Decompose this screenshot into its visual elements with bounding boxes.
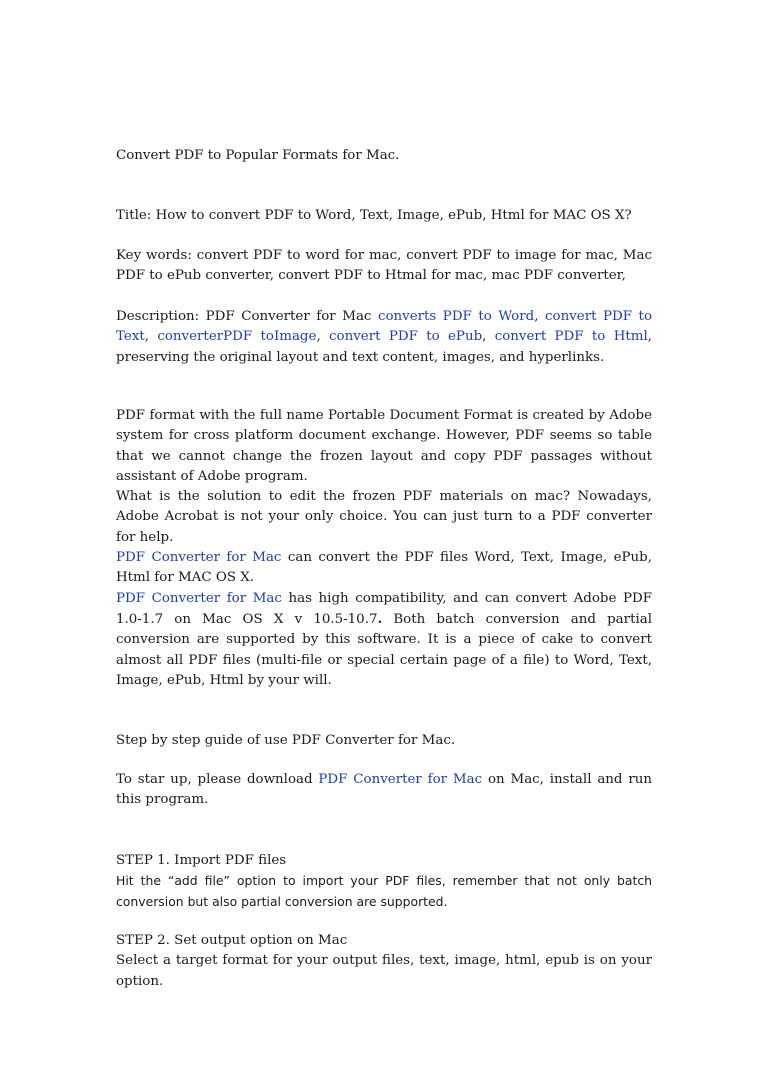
guide-heading: Step by step guide of use PDF Converter for Mac. [116, 733, 456, 748]
keywords-paragraph: Key words: convert PDF to word for mac, convert PDF to image for mac, Mac PDF to ePub converter, convert PDF to Htmal for mac, mac PDF converter, [116, 248, 652, 284]
link-convert-pdf-to-html[interactable]: convert PDF to Html [494, 329, 648, 345]
step-2-title: STEP 2. Set output option on Mac [116, 933, 348, 948]
description-separator: , [144, 329, 158, 345]
link-pdf-converter-for-mac[interactable]: PDF Converter for Mac [116, 590, 282, 606]
intro-paragraph-pdf-format: PDF format with the full name Portable Document Format is created by Adobe system for cross platform document exchange. However, PDF seems so table that we cannot change the frozen layout and copy PDF passages without assistant of Adobe program. [116, 408, 652, 484]
intro-paragraph-solution: What is the solution to edit the frozen PDF materials on mac? Nowadays, Adobe Acrobat is not your only choice. You can just turn to a PDF converter for help. [116, 489, 652, 545]
intro-paragraph-compatibility [116, 589, 652, 691]
intro-compatibility-text-rest: Both batch conversion and partial conversion are supported by this software. It is a piece of cake to convert almost all PDF files (multi-file or special certain page of a file) to Word, Text, Image, ePub, Html by your will. [116, 611, 652, 688]
startup-paragraph [116, 770, 652, 811]
startup-prefix: To star up, please download [116, 772, 319, 787]
link-convert-pdf-to-image[interactable]: converterPDF toImage [157, 329, 317, 345]
intro-paragraph-converter [116, 548, 652, 589]
document-heading: Convert PDF to Popular Formats for Mac. [116, 148, 400, 163]
link-convert-pdf-to-epub[interactable]: convert PDF to ePub [329, 329, 483, 345]
title-line: Title: How to convert PDF to Word, Text, Image, ePub, Html for MAC OS X? [116, 208, 632, 223]
intro-compatibility-text: has high compatibility, and can convert Adobe PDF 1.0-1.7 on Mac OS X v 10.5-10.7 [116, 590, 652, 627]
step-2-section [116, 931, 652, 992]
description-separator: , [316, 329, 330, 345]
description-separator: , [482, 329, 495, 345]
intro-converter-text: can convert the PDF files Word, Text, Image, ePub, Html for MAC OS X. [116, 550, 652, 586]
description-paragraph [116, 307, 652, 368]
startup-suffix: on Mac, install and run this program. [116, 772, 652, 808]
step-2-body: Select a target format for your output files, text, image, html, epub is on your option. [116, 953, 652, 989]
intro-section [116, 406, 652, 691]
link-pdf-converter-for-mac[interactable]: PDF Converter for Mac [116, 550, 282, 566]
description-separator: , [534, 309, 546, 324]
description-prefix: Description: PDF Converter for Mac [116, 309, 378, 324]
link-convert-pdf-to-text[interactable]: convert PDF to Text [116, 309, 652, 345]
link-convert-pdf-to-word[interactable]: converts PDF to Word [377, 309, 535, 324]
step-1-title: STEP 1. Import PDF files [116, 853, 287, 868]
link-download-pdf-converter[interactable]: PDF Converter for Mac [318, 772, 483, 787]
intro-compatibility-period: . [377, 610, 383, 627]
description-suffix: , preserving the original layout and text content, images, and hyperlinks. [116, 329, 653, 365]
step-1-section [116, 851, 652, 912]
step-1-body: Hit the “add file” option to import your PDF files, remember that not only batch conversion but also partial conversion are supported. [116, 873, 652, 909]
